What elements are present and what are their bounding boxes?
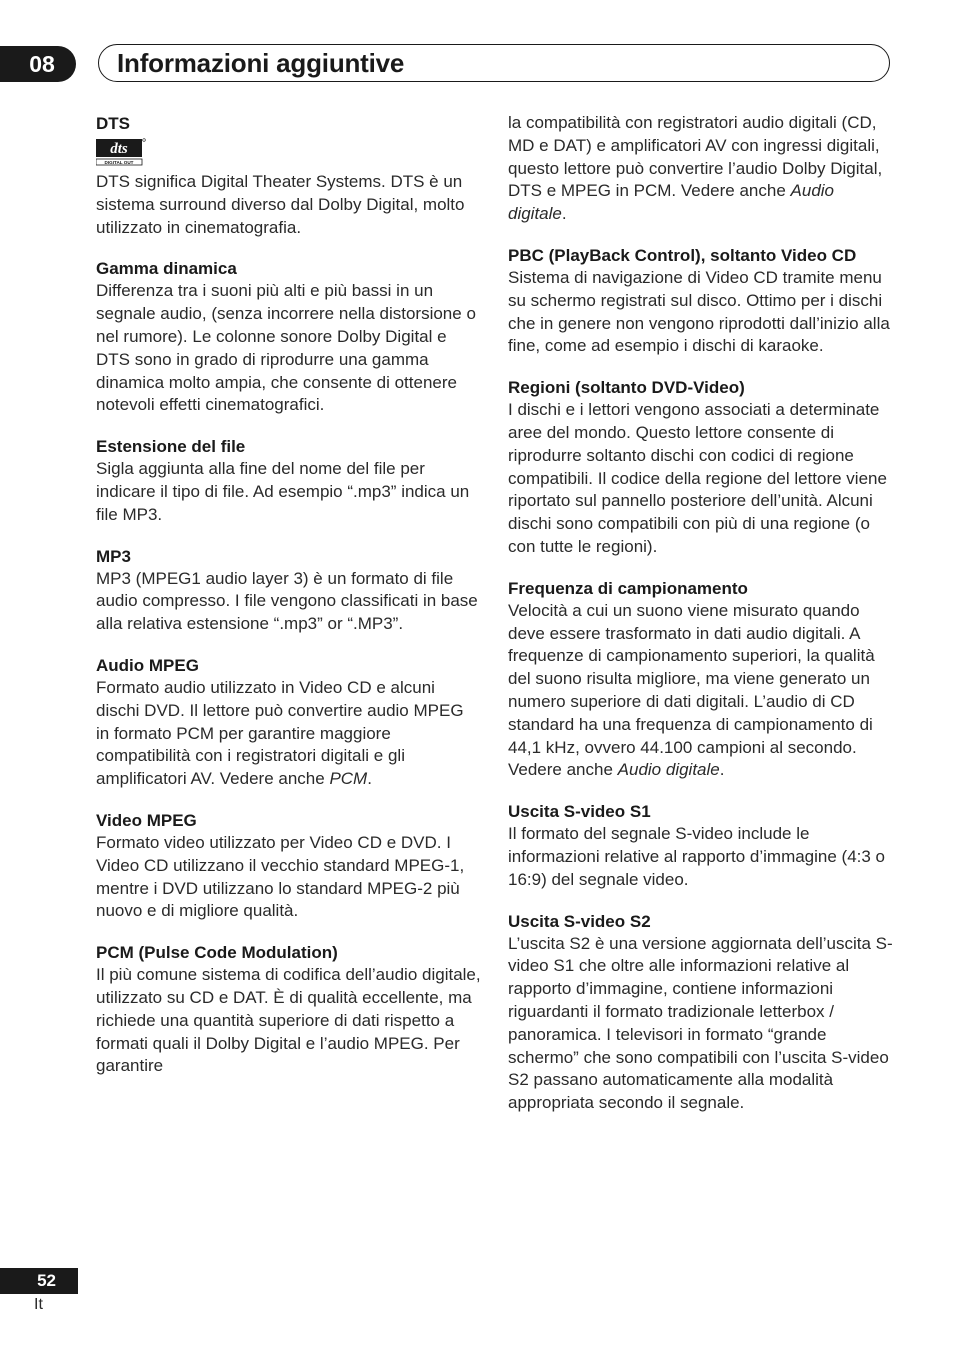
glossary-entry-dts <box>96 112 481 239</box>
glossary-entry-pcm-continued <box>508 112 893 226</box>
entry-heading: Gamma dinamica <box>96 259 237 279</box>
entry-heading: PCM (Pulse Code Modulation) <box>96 943 338 963</box>
entry-cross-reference: Audio digitale <box>617 760 720 780</box>
chapter-title-bar <box>98 44 890 82</box>
entry-text: DTS significa Digital Theater Systems. DTS è un sistema surround diverso dal Dolby Digital, molto utilizzato in cinematografia. <box>96 172 465 237</box>
entry-cross-reference: PCM <box>329 769 368 789</box>
entry-heading: Regioni (soltanto DVD-Video) <box>508 378 745 398</box>
entry-cross-reference: Audio digitale <box>508 181 835 224</box>
entry-text: I dischi e i lettori vengono associati a determinate aree del mondo. Questo lettore consente di riprodurre soltanto dischi con codici di regione compatibili. Il codice della regione del lettore viene riportato sul pannello posteriore dell’unità. Alcuni dischi sono compatibili con più di una regione (o con tutte le regioni). <box>508 400 887 556</box>
entry-heading: Uscita S-video S2 <box>508 911 651 931</box>
language-code: It <box>34 1296 43 1313</box>
chapter-title: Informazioni aggiuntive <box>117 48 405 78</box>
entry-text: L’uscita S2 è una versione aggiornata dell’uscita S-video S1 che oltre alle informazioni relative al rapporto d’immagine, contiene informazioni riguardanti il formato tradizionale letterbox / panoramica. I televisori in formato “grande schermo” che sono compatibili con l’uscita S-video S2 passano automaticamente alla modalità appropriata secondo il segnale. <box>508 933 893 1113</box>
right-column <box>508 112 893 1133</box>
page-number: 52 <box>0 1268 78 1294</box>
entry-text-tail: . <box>367 769 372 789</box>
entry-text: Sistema di navigazione di Video CD tramite menu su schermo registrati sul disco. Ottimo per i dischi che in genere non vengono riprodotti dall’inizio alla fine, come ad esempio i dischi di karaoke. <box>508 267 890 356</box>
entry-text: Il più comune sistema di codifica dell’audio digitale, utilizzato su CD e DAT. È di qualità eccellente, ma richiede una quantità superiore di dati rispetto a formati quali il Dolby Digital e l’audio MPEG. Per garantire <box>96 965 481 1076</box>
entry-paragraph <box>508 600 893 782</box>
glossary-entry-video-mpeg <box>96 809 481 923</box>
entry-text: Differenza tra i suoni più alti e più bassi in un segnale audio, (senza incorrere nella distorsione o nel rumore). Le colonne sonore Dolby Digital e DTS sono in grado di riprodurre una gamma dinamica molto ampia, che consente di ottenere notevoli effetti cinematografici. <box>96 281 476 415</box>
entry-paragraph <box>96 677 481 791</box>
entry-text: MP3 (MPEG1 audio layer 3) è un formato di file audio compresso. I file vengono classificati in base alla relativa estensione “.mp3” or “.MP3”. <box>96 568 478 634</box>
left-column <box>96 112 481 1096</box>
entry-heading: Estensione del file <box>96 437 246 457</box>
entry-heading: Uscita S-video S1 <box>508 802 651 822</box>
entry-heading: PBC (PlayBack Control), soltanto Video CD <box>508 245 857 265</box>
glossary-entry-audio-mpeg <box>96 654 481 791</box>
glossary-entry-frequenza-campionamento <box>508 577 893 782</box>
entry-text: Velocità a cui un suono viene misurato quando deve essere trasformato in dati audio digitali. A frequenze di campionamento superiori, la qualità del suono risulta migliore, ma viene generato un numero superiore di dati digitali. L’audio di CD standard ha una frequenza di campionamento di 44,1 kHz, ovvero 44.100 campioni al secondo. Vedere anche <box>508 600 875 780</box>
entry-text-tail: . <box>561 204 567 224</box>
glossary-entry-s-video-s1 <box>508 800 893 891</box>
glossary-entry-s-video-s2 <box>508 910 893 1115</box>
entry-heading: Frequenza di campionamento <box>508 578 748 598</box>
entry-heading: Video MPEG <box>96 810 197 830</box>
entry-text-tail: . <box>719 760 725 780</box>
glossary-entry-pcm <box>96 941 481 1078</box>
entry-text: Il formato del segnale S-video include le informazioni relative al rapporto d’immagine (4:3 o 16:9) del segnale video. <box>508 824 886 889</box>
entry-text: Formato video utilizzato per Video CD e DVD. I Video CD utilizzano il vecchio standard MPEG-1, mentre i DVD utilizzano lo standard MPEG-2 più nuovo e di migliore qualità. <box>96 832 465 921</box>
glossary-entry-regioni <box>508 376 893 559</box>
entry-paragraph <box>508 112 893 226</box>
entry-text: la compatibilità con registratori audio digitali (CD, MD e DAT) e amplificatori AV con ingressi digitali, questo lettore può convertire l’audio Dolby Digital, DTS e MPEG in PCM. Vedere anche <box>508 113 883 201</box>
glossary-entry-gamma-dinamica <box>96 257 481 417</box>
chapter-number-badge: 08 <box>0 46 76 82</box>
entry-heading: MP3 <box>96 546 131 566</box>
dts-logo-text: dts <box>110 141 128 157</box>
entry-heading: Audio MPEG <box>96 655 199 675</box>
glossary-entry-mp3 <box>96 545 481 636</box>
entry-heading: DTS <box>96 114 130 133</box>
glossary-entry-pbc <box>508 244 893 358</box>
glossary-entry-estensione-file <box>96 435 481 526</box>
dts-logo-subtext: DIGITAL OUT <box>104 160 134 165</box>
entry-text: Sigla aggiunta alla fine del nome del file per indicare il tipo di file. Ad esempio “.mp3” indica un file MP3. <box>96 459 470 524</box>
entry-text: Formato audio utilizzato in Video CD e alcuni dischi DVD. Il lettore può convertire audio MPEG in formato PCM per garantire maggiore compatibilità con i registratori digitali e gli amplificatori AV. Vedere anche <box>96 677 464 789</box>
dts-digital-out-logo-icon <box>96 137 146 167</box>
